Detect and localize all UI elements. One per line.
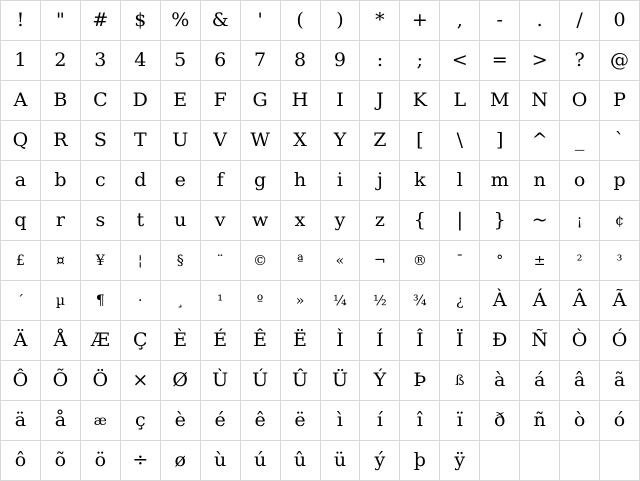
- glyph-cell[interactable]: 6: [200, 41, 240, 81]
- glyph-cell[interactable]: q: [1, 201, 41, 241]
- glyph-row: [1, 401, 640, 441]
- glyph-cell[interactable]: A: [1, 81, 41, 121]
- glyph-cell[interactable]: {: [400, 201, 440, 241]
- glyph-cell[interactable]: È: [160, 321, 200, 361]
- glyph-cell[interactable]: Ú: [240, 361, 280, 401]
- glyph-cell[interactable]: ¿: [440, 281, 480, 321]
- glyph-cell[interactable]: D: [120, 81, 160, 121]
- glyph-cell[interactable]: ÷: [120, 441, 160, 481]
- glyph-cell[interactable]: Þ: [400, 361, 440, 401]
- glyph-cell[interactable]: !: [1, 1, 41, 41]
- glyph-cell[interactable]: e: [160, 161, 200, 201]
- glyph-cell[interactable]: H: [280, 81, 320, 121]
- glyph-cell[interactable]: <: [440, 41, 480, 81]
- glyph-cell[interactable]: Ö: [80, 361, 120, 401]
- glyph-cell[interactable]: J: [360, 81, 400, 121]
- glyph-cell-empty: [480, 441, 520, 481]
- glyph-cell[interactable]: j: [360, 161, 400, 201]
- glyph-cell[interactable]: a: [1, 161, 41, 201]
- glyph-cell[interactable]: r: [40, 201, 80, 241]
- glyph-cell[interactable]: ó: [600, 401, 640, 441]
- glyph-cell[interactable]: _: [560, 121, 600, 161]
- glyph-cell[interactable]: ´: [1, 281, 41, 321]
- glyph-cell[interactable]: k: [400, 161, 440, 201]
- glyph-cell[interactable]: ¦: [120, 241, 160, 281]
- glyph-cell[interactable]: »: [280, 281, 320, 321]
- glyph-cell[interactable]: ]: [480, 121, 520, 161]
- glyph-cell[interactable]: á: [520, 361, 560, 401]
- glyph-cell[interactable]: z: [360, 201, 400, 241]
- glyph-cell[interactable]: Y: [320, 121, 360, 161]
- glyph-cell[interactable]: X: [280, 121, 320, 161]
- glyph-cell[interactable]: ¶: [80, 281, 120, 321]
- glyph-cell[interactable]: n: [520, 161, 560, 201]
- glyph-cell[interactable]: Î: [400, 321, 440, 361]
- glyph-cell[interactable]: l: [440, 161, 480, 201]
- glyph-row: [1, 361, 640, 401]
- glyph-cell[interactable]: ç: [120, 401, 160, 441]
- glyph-cell[interactable]: %: [160, 1, 200, 41]
- glyph-cell[interactable]: ü: [320, 441, 360, 481]
- glyph-cell[interactable]: U: [160, 121, 200, 161]
- glyph-cell[interactable]: ±: [520, 241, 560, 281]
- glyph-cell[interactable]: V: [200, 121, 240, 161]
- glyph-cell[interactable]: ~: [520, 201, 560, 241]
- glyph-cell[interactable]: ;: [400, 41, 440, 81]
- glyph-cell[interactable]: .: [520, 1, 560, 41]
- glyph-cell[interactable]: v: [200, 201, 240, 241]
- glyph-cell[interactable]: L: [440, 81, 480, 121]
- glyph-cell[interactable]: h: [280, 161, 320, 201]
- glyph-row: [1, 41, 640, 81]
- glyph-cell[interactable]: Å: [40, 321, 80, 361]
- glyph-cell[interactable]: Â: [560, 281, 600, 321]
- glyph-cell[interactable]: ¢: [600, 201, 640, 241]
- glyph-cell[interactable]: é: [200, 401, 240, 441]
- glyph-cell[interactable]: 5: [160, 41, 200, 81]
- glyph-row: [1, 161, 640, 201]
- glyph-cell[interactable]: 7: [240, 41, 280, 81]
- glyph-cell[interactable]: ½: [360, 281, 400, 321]
- glyph-cell[interactable]: f: [200, 161, 240, 201]
- glyph-cell[interactable]: Ó: [600, 321, 640, 361]
- glyph-cell[interactable]: ¸: [160, 281, 200, 321]
- glyph-cell[interactable]: ²: [560, 241, 600, 281]
- glyph-cell[interactable]: x: [280, 201, 320, 241]
- glyph-cell[interactable]: S: [80, 121, 120, 161]
- glyph-cell[interactable]: À: [480, 281, 520, 321]
- glyph-cell[interactable]: Ë: [280, 321, 320, 361]
- glyph-cell[interactable]: `: [600, 121, 640, 161]
- glyph-map-body: [1, 1, 640, 481]
- glyph-cell[interactable]: b: [40, 161, 80, 201]
- glyph-cell[interactable]: *: [360, 1, 400, 41]
- glyph-cell[interactable]: ": [40, 1, 80, 41]
- glyph-cell[interactable]: ê: [240, 401, 280, 441]
- glyph-cell[interactable]: õ: [40, 441, 80, 481]
- glyph-cell[interactable]: 2: [40, 41, 80, 81]
- glyph-cell[interactable]: O: [560, 81, 600, 121]
- glyph-cell[interactable]: E: [160, 81, 200, 121]
- glyph-cell[interactable]: Q: [1, 121, 41, 161]
- glyph-cell[interactable]: Ý: [360, 361, 400, 401]
- glyph-cell[interactable]: ô: [1, 441, 41, 481]
- glyph-cell[interactable]: o: [560, 161, 600, 201]
- glyph-cell[interactable]: ¹: [200, 281, 240, 321]
- glyph-cell[interactable]: ·: [120, 281, 160, 321]
- glyph-cell[interactable]: ¬: [360, 241, 400, 281]
- glyph-cell[interactable]: M: [480, 81, 520, 121]
- glyph-cell[interactable]: d: [120, 161, 160, 201]
- glyph-cell[interactable]: $: [120, 1, 160, 41]
- glyph-cell[interactable]: Ä: [1, 321, 41, 361]
- glyph-cell[interactable]: y: [320, 201, 360, 241]
- glyph-cell[interactable]: I: [320, 81, 360, 121]
- glyph-cell[interactable]: Í: [360, 321, 400, 361]
- glyph-cell[interactable]: Á: [520, 281, 560, 321]
- glyph-cell[interactable]: N: [520, 81, 560, 121]
- glyph-cell[interactable]: Ü: [320, 361, 360, 401]
- glyph-cell[interactable]: B: [40, 81, 80, 121]
- glyph-cell[interactable]: Ç: [120, 321, 160, 361]
- glyph-cell[interactable]: Û: [280, 361, 320, 401]
- glyph-cell[interactable]: 8: [280, 41, 320, 81]
- glyph-cell[interactable]: î: [400, 401, 440, 441]
- glyph-cell[interactable]: ¯: [440, 241, 480, 281]
- glyph-cell[interactable]: û: [280, 441, 320, 481]
- glyph-row: [1, 1, 640, 41]
- glyph-cell[interactable]: ©: [240, 241, 280, 281]
- glyph-cell[interactable]: â: [560, 361, 600, 401]
- glyph-row: [1, 121, 640, 161]
- glyph-cell[interactable]: W: [240, 121, 280, 161]
- glyph-cell-empty: [520, 441, 560, 481]
- glyph-cell[interactable]: /: [560, 1, 600, 41]
- glyph-cell[interactable]: ã: [600, 361, 640, 401]
- glyph-cell[interactable]: ö: [80, 441, 120, 481]
- glyph-cell[interactable]: -: [480, 1, 520, 41]
- glyph-cell[interactable]: ù: [200, 441, 240, 481]
- glyph-cell[interactable]: µ: [40, 281, 80, 321]
- glyph-cell[interactable]: ¾: [400, 281, 440, 321]
- glyph-cell[interactable]: 4: [120, 41, 160, 81]
- glyph-cell[interactable]: ³: [600, 241, 640, 281]
- glyph-row: [1, 201, 640, 241]
- glyph-cell[interactable]: F: [200, 81, 240, 121]
- glyph-cell[interactable]: å: [40, 401, 80, 441]
- glyph-cell[interactable]: #: [80, 1, 120, 41]
- glyph-cell[interactable]: º: [240, 281, 280, 321]
- glyph-cell[interactable]: ð: [480, 401, 520, 441]
- glyph-cell[interactable]: §: [160, 241, 200, 281]
- glyph-cell[interactable]: g: [240, 161, 280, 201]
- glyph-cell[interactable]: ú: [240, 441, 280, 481]
- glyph-cell[interactable]: £: [1, 241, 41, 281]
- glyph-cell[interactable]: 3: [80, 41, 120, 81]
- glyph-cell[interactable]: K: [400, 81, 440, 121]
- glyph-cell[interactable]: \: [440, 121, 480, 161]
- glyph-cell[interactable]: à: [480, 361, 520, 401]
- glyph-cell[interactable]: ò: [560, 401, 600, 441]
- glyph-cell[interactable]: í: [360, 401, 400, 441]
- glyph-cell[interactable]: C: [80, 81, 120, 121]
- glyph-cell[interactable]: 9: [320, 41, 360, 81]
- glyph-cell[interactable]: ÿ: [440, 441, 480, 481]
- glyph-cell[interactable]: >: [520, 41, 560, 81]
- glyph-cell[interactable]: ì: [320, 401, 360, 441]
- glyph-cell[interactable]: ?: [560, 41, 600, 81]
- glyph-cell[interactable]: ×: [120, 361, 160, 401]
- glyph-cell[interactable]: Ð: [480, 321, 520, 361]
- glyph-cell[interactable]: R: [40, 121, 80, 161]
- glyph-cell[interactable]: Ñ: [520, 321, 560, 361]
- glyph-cell-empty: [560, 441, 600, 481]
- glyph-cell[interactable]: m: [480, 161, 520, 201]
- glyph-cell[interactable]: c: [80, 161, 120, 201]
- glyph-cell[interactable]: Ì: [320, 321, 360, 361]
- glyph-cell[interactable]: Ê: [240, 321, 280, 361]
- glyph-row: [1, 441, 640, 481]
- glyph-cell[interactable]: Ã: [600, 281, 640, 321]
- glyph-cell[interactable]: þ: [400, 441, 440, 481]
- glyph-cell[interactable]: ¨: [200, 241, 240, 281]
- glyph-cell[interactable]: ¤: [40, 241, 80, 281]
- glyph-cell[interactable]: s: [80, 201, 120, 241]
- glyph-cell[interactable]: ¡: [560, 201, 600, 241]
- glyph-cell[interactable]: è: [160, 401, 200, 441]
- glyph-cell[interactable]: Ò: [560, 321, 600, 361]
- glyph-cell-empty: [600, 441, 640, 481]
- glyph-cell[interactable]: Ù: [200, 361, 240, 401]
- glyph-cell[interactable]: ^: [520, 121, 560, 161]
- glyph-cell[interactable]: °: [480, 241, 520, 281]
- glyph-cell[interactable]: w: [240, 201, 280, 241]
- glyph-cell[interactable]: æ: [80, 401, 120, 441]
- glyph-cell[interactable]: ¥: [80, 241, 120, 281]
- glyph-cell[interactable]: i: [320, 161, 360, 201]
- glyph-cell[interactable]: Æ: [80, 321, 120, 361]
- glyph-cell[interactable]: +: [400, 1, 440, 41]
- glyph-cell[interactable]: 1: [1, 41, 41, 81]
- glyph-cell[interactable]: (: [280, 1, 320, 41]
- glyph-cell[interactable]: T: [120, 121, 160, 161]
- glyph-cell[interactable]: Ô: [1, 361, 41, 401]
- glyph-cell[interactable]: Z: [360, 121, 400, 161]
- glyph-cell[interactable]: ß: [440, 361, 480, 401]
- glyph-cell[interactable]: |: [440, 201, 480, 241]
- glyph-cell[interactable]: &: [200, 1, 240, 41]
- glyph-cell[interactable]: ø: [160, 441, 200, 481]
- glyph-row: [1, 321, 640, 361]
- glyph-cell[interactable]: ý: [360, 441, 400, 481]
- glyph-cell[interactable]: ®: [400, 241, 440, 281]
- glyph-cell[interactable]: :: [360, 41, 400, 81]
- glyph-cell[interactable]: }: [480, 201, 520, 241]
- glyph-cell[interactable]: «: [320, 241, 360, 281]
- glyph-cell[interactable]: @: [600, 41, 640, 81]
- glyph-cell[interactable]: P: [600, 81, 640, 121]
- glyph-cell[interactable]: Ø: [160, 361, 200, 401]
- glyph-cell[interactable]: Õ: [40, 361, 80, 401]
- glyph-cell[interactable]: É: [200, 321, 240, 361]
- glyph-cell[interactable]: ñ: [520, 401, 560, 441]
- glyph-cell[interactable]: ä: [1, 401, 41, 441]
- glyph-row: [1, 241, 640, 281]
- glyph-row: [1, 81, 640, 121]
- glyph-cell[interactable]: p: [600, 161, 640, 201]
- glyph-cell[interactable]: ï: [440, 401, 480, 441]
- glyph-cell[interactable]: G: [240, 81, 280, 121]
- glyph-cell[interactable]: [: [400, 121, 440, 161]
- glyph-cell[interactable]: ª: [280, 241, 320, 281]
- glyph-cell[interactable]: ': [240, 1, 280, 41]
- glyph-cell[interactable]: Ï: [440, 321, 480, 361]
- glyph-cell[interactable]: ë: [280, 401, 320, 441]
- glyph-cell[interactable]: =: [480, 41, 520, 81]
- glyph-cell[interactable]: ¼: [320, 281, 360, 321]
- glyph-cell[interactable]: ): [320, 1, 360, 41]
- glyph-cell[interactable]: ,: [440, 1, 480, 41]
- glyph-cell[interactable]: t: [120, 201, 160, 241]
- glyph-cell[interactable]: u: [160, 201, 200, 241]
- glyph-cell[interactable]: 0: [600, 1, 640, 41]
- glyph-row: [1, 281, 640, 321]
